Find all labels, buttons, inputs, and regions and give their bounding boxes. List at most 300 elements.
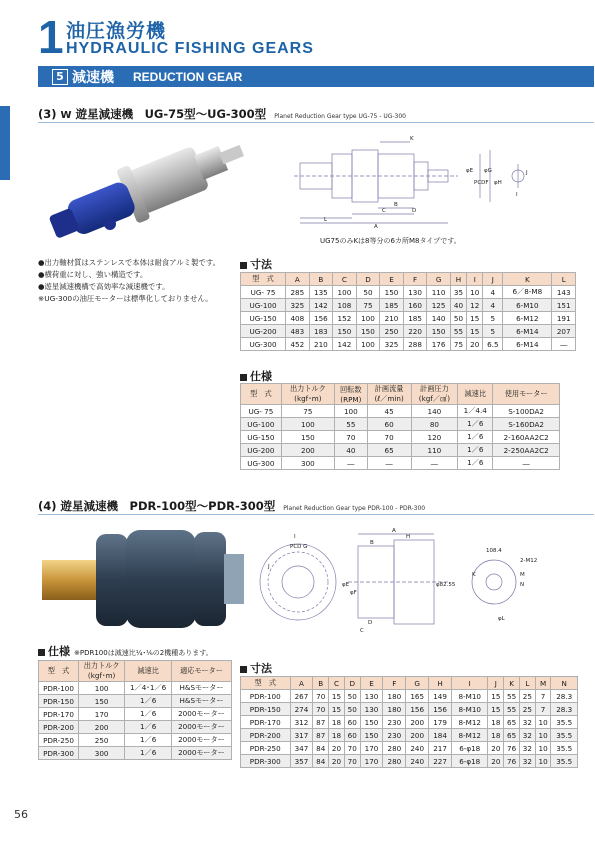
table-cell: 4: [483, 286, 503, 299]
table-cell: 143: [552, 286, 576, 299]
square-bullet-icon: [38, 649, 45, 656]
table-header-cell: 型 式: [241, 384, 282, 405]
table-cell: 452: [286, 338, 310, 351]
table-cell: 40: [335, 444, 368, 457]
table-cell: PDR-300: [241, 755, 291, 768]
table-row: [39, 708, 232, 721]
table-cell: PDR-100: [241, 690, 291, 703]
table-cell: 179: [429, 716, 452, 729]
table-cell: 180: [383, 703, 406, 716]
ug-dim-A: A: [374, 224, 378, 230]
table-cell: 210: [380, 312, 404, 325]
table-cell: 150: [427, 325, 451, 338]
table-cell: 1／6: [458, 457, 493, 470]
table-row: [241, 729, 578, 742]
table-cell: 15: [488, 690, 504, 703]
ug-dim-H: φH: [494, 180, 502, 186]
table-cell: 35.5: [551, 729, 578, 742]
table-cell: 28.3: [551, 690, 578, 703]
pdr-dimension-table: [240, 676, 578, 768]
table-cell: 217: [429, 742, 452, 755]
table-cell: PDR-200: [241, 729, 291, 742]
table-cell: 288: [403, 338, 427, 351]
table-cell: 300: [79, 747, 125, 760]
table-header-cell: D: [356, 273, 380, 286]
table-cell: 20: [488, 755, 504, 768]
table-cell: 2000モーター: [172, 708, 232, 721]
table-cell: 1／6: [458, 444, 493, 457]
table-cell: 50: [344, 690, 360, 703]
table-cell: 207: [552, 325, 576, 338]
table-cell: 15: [329, 703, 345, 716]
table-cell: 108: [333, 299, 357, 312]
table-cell: 267: [290, 690, 313, 703]
company-logo-icon: W: [60, 110, 72, 121]
table-row: [241, 418, 560, 431]
table-header-cell: 型 式: [241, 677, 291, 690]
table-cell: 250: [79, 734, 125, 747]
ug-dim-I: I: [516, 192, 518, 198]
ug-reducer-photo: [38, 124, 262, 252]
ug-dimension-table: [240, 272, 576, 351]
table-cell: 10: [467, 286, 483, 299]
table-header-cell: E: [360, 677, 383, 690]
table-cell: UG-150: [241, 431, 282, 444]
table-cell: 65: [504, 729, 520, 742]
table-cell: 317: [290, 729, 313, 742]
table-cell: 110: [427, 286, 451, 299]
table-cell: 408: [286, 312, 310, 325]
table-cell: H&Sモーター: [172, 682, 232, 695]
table-cell: ―: [335, 457, 368, 470]
table-cell: 10: [535, 755, 551, 768]
table-cell: 20: [329, 755, 345, 768]
ug-spec-heading: 仕様: [240, 368, 272, 384]
table-cell: 135: [309, 286, 333, 299]
table-cell: 1／6: [125, 721, 172, 734]
table-cell: UG- 75: [241, 405, 282, 418]
square-bullet-icon: [240, 666, 247, 673]
table-row: [241, 299, 576, 312]
ug-spec-table: [240, 383, 560, 470]
table-header-cell: 出力トルク (kgf･m): [79, 661, 125, 682]
table-cell: 152: [333, 312, 357, 325]
pdr-dim-heading: 寸法: [240, 660, 272, 676]
table-cell: 100: [281, 418, 334, 431]
table-cell: 312: [290, 716, 313, 729]
table-cell: 4: [483, 299, 503, 312]
ug-bullet-3: ●遊星減速機構で高効率な減速機です。: [38, 282, 170, 291]
table-cell: 18: [488, 716, 504, 729]
table-cell: 100: [79, 682, 125, 695]
divider: [38, 122, 594, 123]
ug-dimension-drawing: [290, 128, 540, 236]
table-header-cell: 型 式: [39, 661, 79, 682]
table-header-cell: F: [403, 273, 427, 286]
table-header-cell: B: [313, 677, 329, 690]
pdr-dim-I: I: [294, 534, 296, 540]
table-cell: 8-M10: [451, 703, 488, 716]
table-cell: 2000モーター: [172, 747, 232, 760]
table-cell: 170: [360, 755, 383, 768]
table-row: [39, 734, 232, 747]
chapter-number: 1: [38, 11, 64, 63]
table-header-cell: C: [329, 677, 345, 690]
table-cell: UG- 75: [241, 286, 286, 299]
table-cell: 84: [313, 755, 329, 768]
table-header-cell: A: [290, 677, 313, 690]
table-cell: 227: [429, 755, 452, 768]
table-cell: 50: [344, 703, 360, 716]
table-cell: 10: [535, 716, 551, 729]
table-cell: 156: [309, 312, 333, 325]
pdr-dim-108: 108.4: [486, 548, 502, 554]
ug-bullet-2: ●横荷重に対し、強い構造です。: [38, 270, 148, 279]
table-cell: UG-100: [241, 299, 286, 312]
table-header-cell: G: [406, 677, 429, 690]
table-cell: 150: [360, 729, 383, 742]
table-cell: 50: [450, 312, 466, 325]
table-cell: PDR-170: [39, 708, 79, 721]
table-cell: ―: [411, 457, 458, 470]
table-cell: 20: [329, 742, 345, 755]
section-number: 5: [52, 69, 68, 85]
square-bullet-icon: [240, 374, 247, 381]
table-cell: 160: [403, 299, 427, 312]
table-cell: 65: [504, 716, 520, 729]
table-cell: 285: [286, 286, 310, 299]
table-row: [241, 444, 560, 457]
table-cell: PDR-170: [241, 716, 291, 729]
table-cell: 140: [427, 312, 451, 325]
table-cell: 130: [360, 690, 383, 703]
table-header-cell: 計画流量 (ℓ／min): [367, 384, 411, 405]
table-cell: 75: [450, 338, 466, 351]
table-cell: 40: [450, 299, 466, 312]
table-row: [241, 716, 578, 729]
table-cell: 7: [535, 690, 551, 703]
table-cell: 6／8-M8: [503, 286, 552, 299]
pdr-section-subtitle: Planet Reduction Gear type PDR-100 - PDR-300: [283, 505, 426, 512]
table-cell: 250: [380, 325, 404, 338]
table-row: [241, 431, 560, 444]
table-cell: 200: [406, 729, 429, 742]
ug-dim-F: PCDF: [474, 180, 489, 186]
table-cell: PDR-150: [241, 703, 291, 716]
table-cell: 230: [383, 729, 406, 742]
table-cell: 185: [380, 299, 404, 312]
table-cell: 76: [504, 742, 520, 755]
pdr-dim-M: M: [520, 572, 525, 578]
chapter-title-jp: 油圧漁労機: [66, 20, 167, 42]
table-cell: 230: [383, 716, 406, 729]
table-header-cell: A: [286, 273, 310, 286]
table-header-cell: H: [429, 677, 452, 690]
table-row: [241, 690, 578, 703]
pdr-section-title-text: 遊星減速機 PDR-100型〜PDR-300型: [60, 499, 276, 513]
table-cell: 18: [329, 716, 345, 729]
table-cell: 76: [504, 755, 520, 768]
pdr-dim-C: C: [360, 628, 364, 634]
table-cell: PDR-150: [39, 695, 79, 708]
table-header-cell: H: [450, 273, 466, 286]
table-cell: 50: [356, 286, 380, 299]
table-cell: 191: [552, 312, 576, 325]
table-cell: 35: [450, 286, 466, 299]
table-cell: 5: [483, 325, 503, 338]
table-cell: 2-250AA2C2: [493, 444, 560, 457]
table-cell: 2000モーター: [172, 734, 232, 747]
table-row: [241, 338, 576, 351]
table-header-cell: 適応モーター: [172, 661, 232, 682]
table-cell: 12: [467, 299, 483, 312]
table-header-cell: B: [309, 273, 333, 286]
ug-dim-L: L: [324, 217, 328, 223]
pdr-dim-L: φL: [498, 616, 505, 622]
table-cell: 84: [313, 742, 329, 755]
section-title-jp: 減速機: [72, 70, 114, 86]
table-cell: 87: [313, 729, 329, 742]
table-cell: 32: [519, 755, 535, 768]
ug-section-subtitle: Planet Reduction Gear type UG-75 - UG-300: [274, 113, 407, 120]
table-cell: 150: [281, 431, 334, 444]
pdr-dim-E: φE: [342, 582, 350, 588]
table-cell: 35.5: [551, 742, 578, 755]
table-header-cell: C: [333, 273, 357, 286]
table-header-cell: 出力トルク (kgf･m): [281, 384, 334, 405]
table-cell: UG-300: [241, 338, 286, 351]
table-cell: 220: [403, 325, 427, 338]
table-row: [241, 312, 576, 325]
table-cell: 32: [519, 729, 535, 742]
table-header-cell: 回転数 (RPM): [335, 384, 368, 405]
ug-diagram-caption: UG75のみKは8等分の6カ所M8タイプです。: [320, 237, 461, 245]
table-cell: 6.5: [483, 338, 503, 351]
table-cell: 6-M14: [503, 325, 552, 338]
table-cell: UG-200: [241, 325, 286, 338]
table-cell: 6-M12: [503, 312, 552, 325]
table-cell: 156: [406, 703, 429, 716]
pdr-dim-A: A: [392, 528, 396, 534]
table-cell: UG-150: [241, 312, 286, 325]
table-cell: 325: [286, 299, 310, 312]
table-cell: 55: [335, 418, 368, 431]
table-cell: PDR-250: [39, 734, 79, 747]
pdr-dim-H: H: [406, 534, 411, 540]
table-row: [241, 286, 576, 299]
section-title-en: REDUCTION GEAR: [133, 70, 243, 84]
table-header-cell: J: [488, 677, 504, 690]
table-cell: ―: [552, 338, 576, 351]
table-row: [241, 405, 560, 418]
page-number: 56: [14, 808, 28, 821]
table-cell: 200: [281, 444, 334, 457]
ug-dim-K: K: [410, 136, 414, 142]
table-cell: 70: [313, 690, 329, 703]
pdr-reducer-photo: [38, 520, 254, 636]
table-header-cell: I: [451, 677, 488, 690]
pdr-dim-82: φ82.55: [436, 582, 456, 588]
table-cell: ―: [493, 457, 560, 470]
table-cell: 7: [535, 703, 551, 716]
table-cell: 60: [367, 418, 411, 431]
table-cell: 200: [79, 721, 125, 734]
table-cell: 32: [519, 716, 535, 729]
square-bullet-icon: [240, 262, 247, 269]
divider: [38, 514, 594, 515]
table-cell: 100: [333, 286, 357, 299]
pdr-dimension-drawing: [258, 524, 588, 640]
table-cell: 125: [427, 299, 451, 312]
table-cell: 60: [344, 729, 360, 742]
table-cell: 55: [504, 703, 520, 716]
table-cell: 142: [333, 338, 357, 351]
side-tab: [0, 106, 10, 180]
table-header-cell: 型 式: [241, 273, 286, 286]
table-cell: 15: [467, 312, 483, 325]
table-cell: 87: [313, 716, 329, 729]
table-cell: 1／4.4: [458, 405, 493, 418]
table-cell: 8-M12: [451, 716, 488, 729]
table-cell: 60: [344, 716, 360, 729]
table-cell: 6-φ18: [451, 755, 488, 768]
pdr-dim-B: B: [370, 540, 374, 546]
pdr-spec-heading: 仕様 ※PDR100は減速比¼･⅙の2機種あります。: [38, 643, 213, 659]
ug-dim-J: J: [526, 170, 528, 176]
table-cell: 170: [79, 708, 125, 721]
pdr-section-title: [38, 498, 425, 514]
table-header-cell: F: [383, 677, 406, 690]
table-cell: 2-160AA2C2: [493, 431, 560, 444]
table-cell: S-100DA2: [493, 405, 560, 418]
table-cell: 8-M10: [451, 690, 488, 703]
table-cell: 240: [406, 755, 429, 768]
table-header-cell: 計画圧力 (kgf／㎠): [411, 384, 458, 405]
table-header-cell: K: [503, 273, 552, 286]
table-cell: 165: [406, 690, 429, 703]
table-cell: 15: [488, 703, 504, 716]
table-cell: 180: [383, 690, 406, 703]
table-cell: 156: [429, 703, 452, 716]
table-cell: 170: [360, 742, 383, 755]
table-cell: 1／4･1／6: [125, 682, 172, 695]
table-cell: 120: [411, 431, 458, 444]
table-cell: 20: [488, 742, 504, 755]
table-cell: 35.5: [551, 755, 578, 768]
table-cell: PDR-300: [39, 747, 79, 760]
pdr-spec-note: ※PDR100は減速比¼･⅙の2機種あります。: [74, 649, 213, 657]
table-cell: S-160DA2: [493, 418, 560, 431]
ug-section-title: [38, 106, 406, 122]
table-cell: PDR-250: [241, 742, 291, 755]
table-cell: 130: [360, 703, 383, 716]
table-cell: 55: [450, 325, 466, 338]
table-cell: 150: [333, 325, 357, 338]
table-header-cell: I: [467, 273, 483, 286]
table-cell: 20: [467, 338, 483, 351]
ug-dim-D: D: [412, 208, 417, 214]
table-header-cell: K: [504, 677, 520, 690]
table-cell: 347: [290, 742, 313, 755]
pdr-dim-J: J: [268, 564, 270, 570]
table-cell: 274: [290, 703, 313, 716]
table-cell: 483: [286, 325, 310, 338]
table-cell: 140: [411, 405, 458, 418]
table-row: [241, 742, 578, 755]
table-header-cell: J: [483, 273, 503, 286]
table-cell: 25: [519, 703, 535, 716]
pdr-dim-M12: 2-M12: [520, 558, 538, 564]
table-header-cell: L: [552, 273, 576, 286]
table-cell: 10: [535, 729, 551, 742]
pdr-dim-F: φF: [350, 590, 357, 596]
ug-dim-C: C: [382, 208, 386, 214]
table-cell: 1／6: [125, 747, 172, 760]
table-cell: 100: [335, 405, 368, 418]
ug-section-label: (3): [38, 107, 57, 121]
table-cell: 1／6: [125, 734, 172, 747]
table-cell: 65: [367, 444, 411, 457]
table-header-cell: M: [535, 677, 551, 690]
table-cell: 70: [335, 431, 368, 444]
table-header-cell: 使用モーター: [493, 384, 560, 405]
table-cell: 300: [281, 457, 334, 470]
table-cell: PDR-100: [39, 682, 79, 695]
table-cell: 1／6: [458, 431, 493, 444]
table-row: [241, 325, 576, 338]
table-cell: 6-M10: [503, 299, 552, 312]
pdr-dim-PCDG: PCD G: [290, 544, 308, 550]
table-row: [39, 695, 232, 708]
table-header-cell: 減速比: [125, 661, 172, 682]
table-header-cell: L: [519, 677, 535, 690]
table-cell: 80: [411, 418, 458, 431]
table-cell: 18: [488, 729, 504, 742]
table-cell: 100: [356, 312, 380, 325]
table-header-cell: D: [344, 677, 360, 690]
table-row: [39, 747, 232, 760]
table-cell: 142: [309, 299, 333, 312]
table-cell: 35.5: [551, 716, 578, 729]
table-cell: 183: [309, 325, 333, 338]
table-header-cell: E: [380, 273, 404, 286]
pdr-dim-N: N: [520, 582, 525, 588]
table-cell: 70: [344, 755, 360, 768]
ug-dim-heading: 寸法: [240, 256, 272, 272]
ug-section-title-text: 遊星減速機 UG-75型〜UG-300型: [75, 107, 267, 121]
table-cell: 15: [329, 690, 345, 703]
table-row: [39, 682, 232, 695]
table-cell: 325: [380, 338, 404, 351]
table-row: [241, 457, 560, 470]
table-cell: 130: [403, 286, 427, 299]
table-cell: 70: [344, 742, 360, 755]
pdr-dim-D: D: [368, 620, 373, 626]
table-cell: 150: [356, 325, 380, 338]
table-cell: 357: [290, 755, 313, 768]
table-cell: 2000モーター: [172, 721, 232, 734]
table-cell: PDR-200: [39, 721, 79, 734]
table-cell: 176: [427, 338, 451, 351]
table-cell: 8-M12: [451, 729, 488, 742]
pdr-spec-table: [38, 660, 232, 760]
table-cell: 150: [360, 716, 383, 729]
table-row: [241, 755, 578, 768]
table-cell: 28.3: [551, 703, 578, 716]
table-cell: 25: [519, 690, 535, 703]
chapter-title-en: HYDRAULIC FISHING GEARS: [66, 40, 314, 57]
table-cell: 200: [406, 716, 429, 729]
